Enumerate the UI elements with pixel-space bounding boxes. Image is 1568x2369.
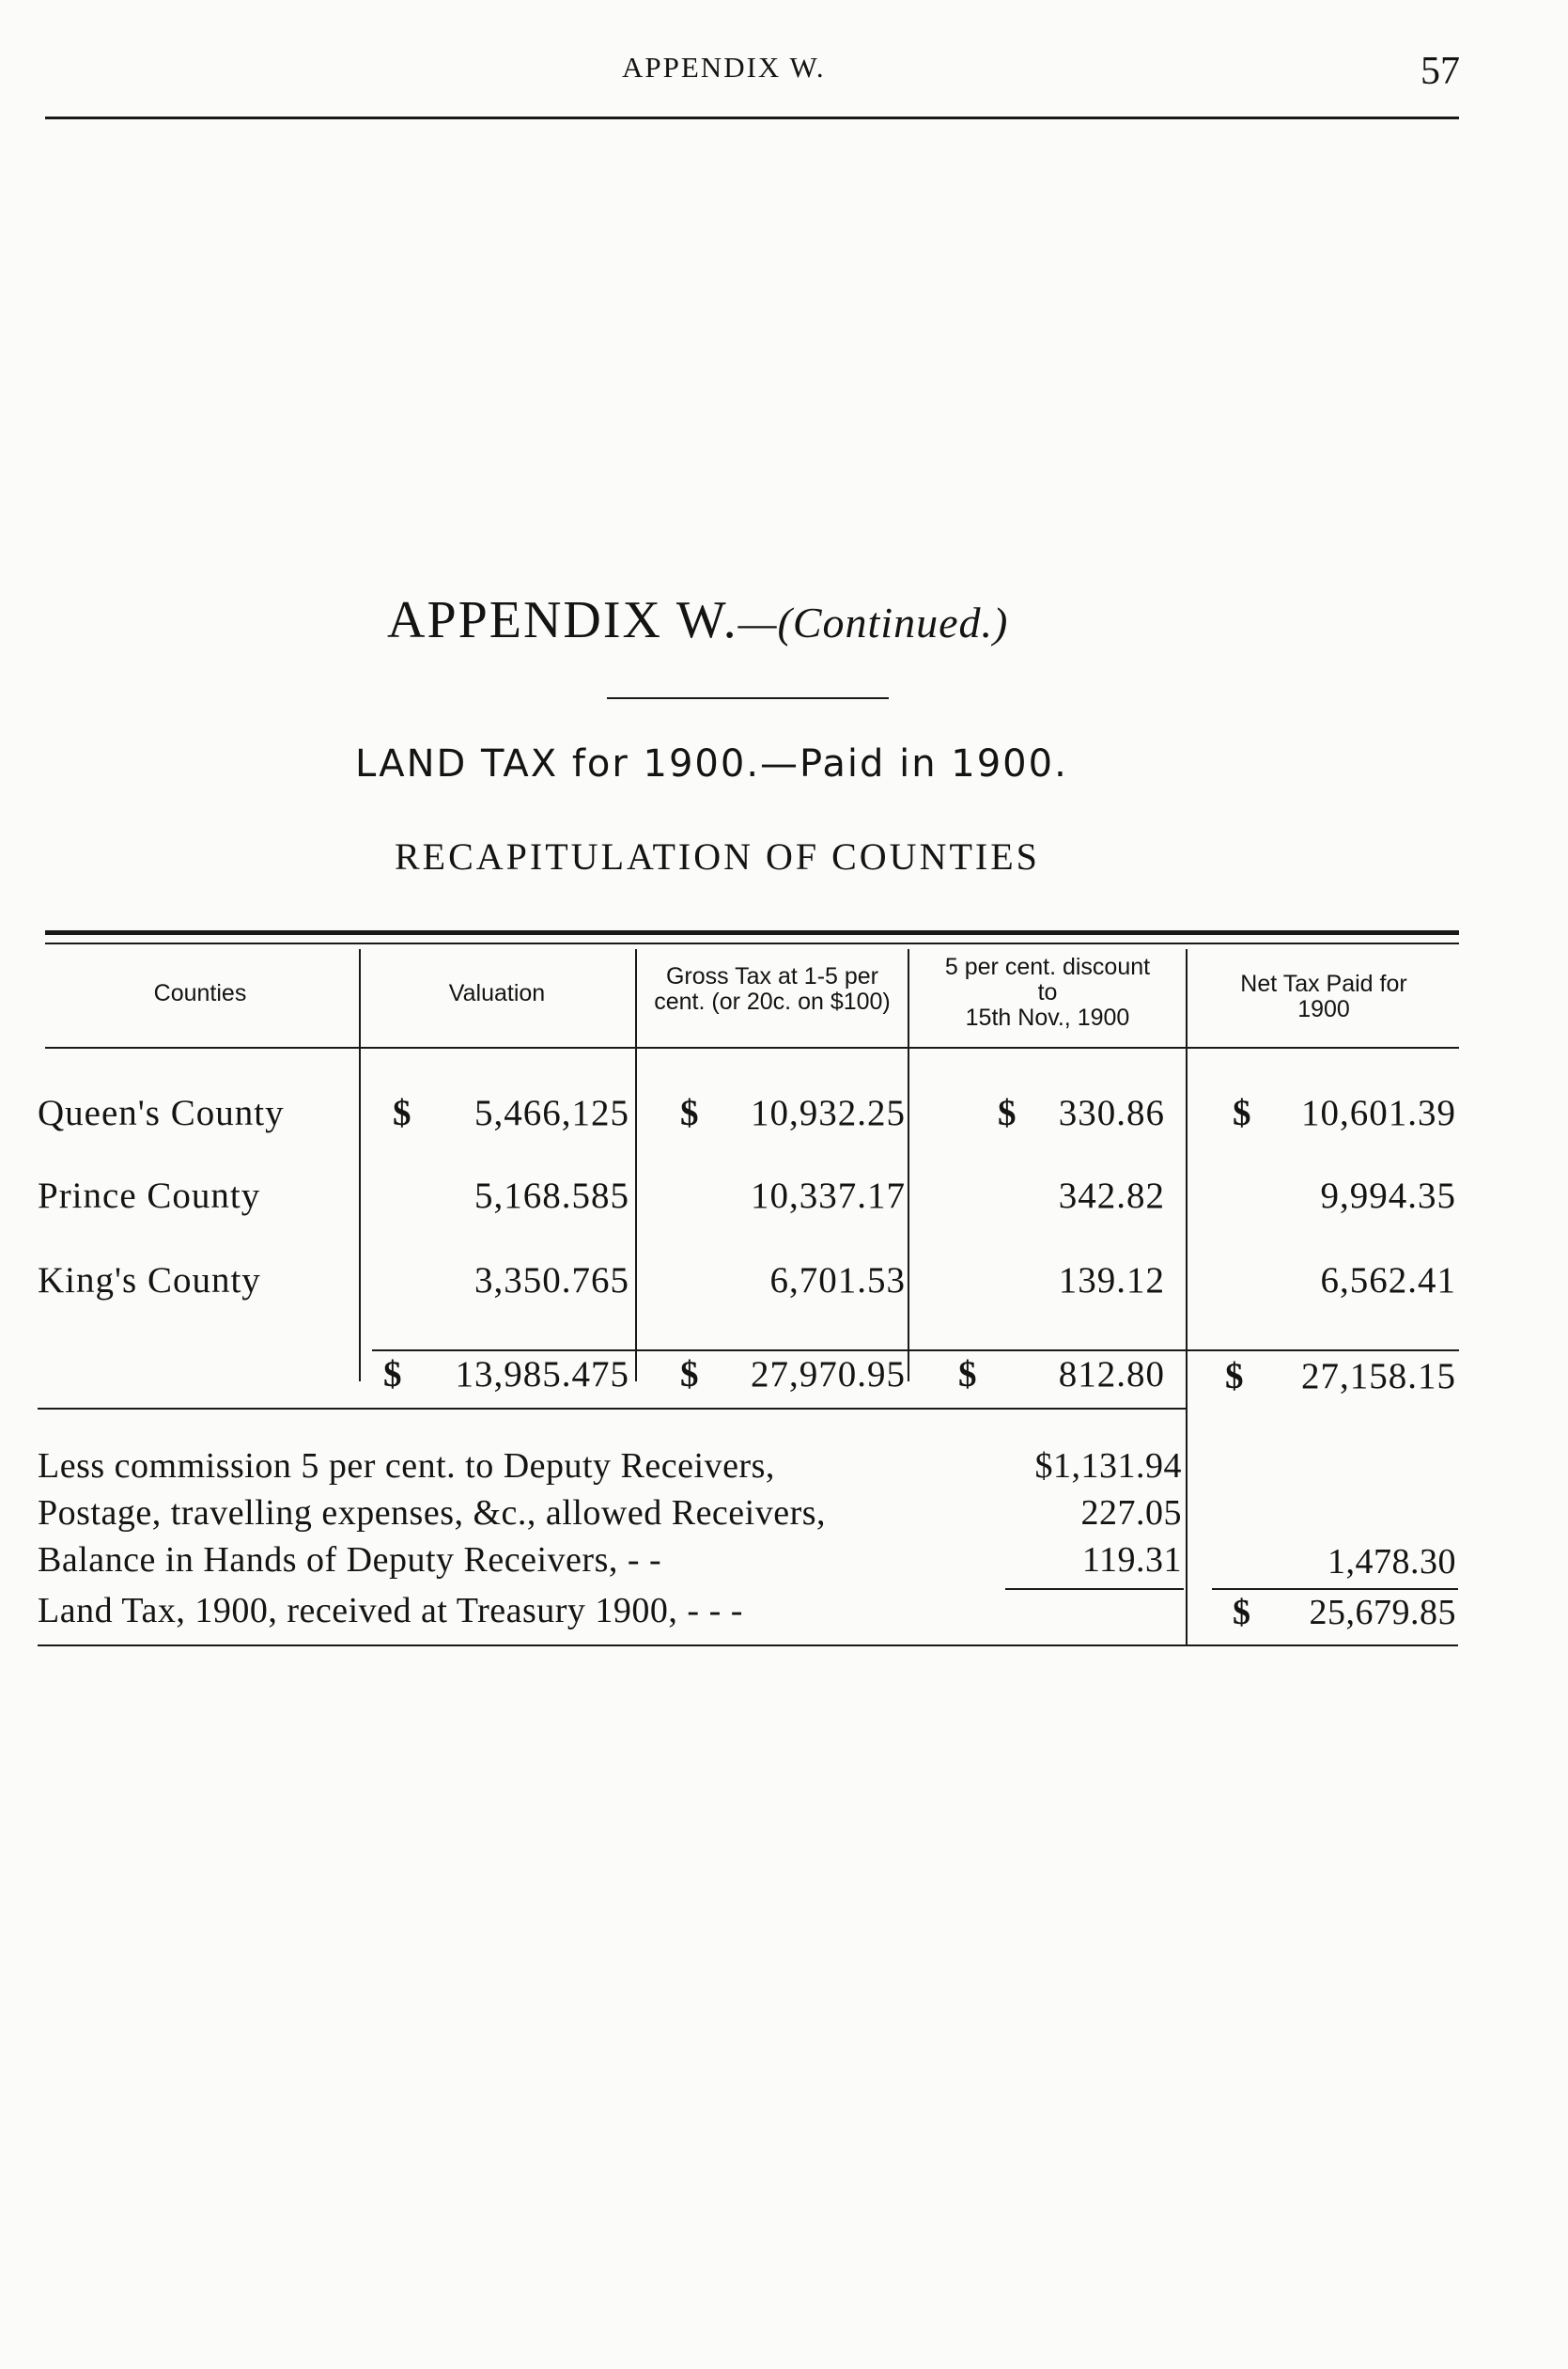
header-net-tax-line2: 1900	[1297, 996, 1350, 1022]
header-gross-tax	[637, 964, 908, 1015]
summary-label: Land Tax, 1900, received at Treasury 1900, - - -	[38, 1591, 743, 1630]
gross-tax-total: 27,970.95	[751, 1354, 906, 1395]
appendix-title-main: APPENDIX W.	[387, 591, 738, 649]
county-name: Prince County	[38, 1176, 261, 1216]
discount-value: 139.12	[1058, 1260, 1165, 1301]
appendix-title-continued: —(Continued.)	[737, 599, 1009, 647]
running-head: APPENDIX W.	[622, 51, 826, 84]
net-tax-value: 6,562.41	[1320, 1260, 1456, 1301]
county-name: Queen's County	[38, 1093, 285, 1133]
discount-value: 330.86	[1058, 1093, 1165, 1133]
summary-label: Postage, travelling expenses, &c., allowed Receivers,	[38, 1493, 827, 1533]
dollar-sign: $	[958, 1354, 978, 1395]
column-divider	[1186, 949, 1188, 1644]
summary-net: 1,478.30	[1327, 1542, 1456, 1582]
page-number: 57	[1421, 50, 1460, 93]
final-rule	[38, 1644, 1458, 1646]
dollar-sign: $	[393, 1093, 412, 1133]
header-rule	[45, 117, 1459, 119]
title-rule	[607, 697, 889, 699]
valuation-total: 13,985.475	[455, 1354, 629, 1395]
subtotal-rule	[1005, 1588, 1184, 1590]
recapitulation-heading: RECAPITULATION OF COUNTIES	[395, 835, 1040, 878]
summary-label: Less commission 5 per cent. to Deputy Receivers,	[38, 1446, 775, 1486]
gross-tax-value: 10,337.17	[751, 1176, 906, 1216]
header-discount-line1: 5 per cent. discount	[944, 954, 1151, 980]
header-discount-line2: to	[1037, 979, 1058, 1005]
dollar-sign: $	[680, 1354, 700, 1395]
header-counties: Counties	[153, 980, 247, 1006]
net-tax-total: 27,158.15	[1301, 1356, 1456, 1396]
header-bottom-rule	[45, 1047, 1459, 1049]
summary-amount: 119.31	[1081, 1540, 1182, 1580]
discount-total: 812.80	[1058, 1354, 1165, 1395]
summary-amount: $1,131.94	[1034, 1446, 1182, 1486]
table-top-rule-thin	[45, 943, 1459, 944]
treasury-received-total: 25,679.85	[1309, 1593, 1456, 1632]
totals-top-rule	[372, 1349, 1459, 1351]
valuation-value: 5,466,125	[474, 1093, 629, 1133]
valuation-value: 3,350.765	[474, 1260, 629, 1301]
net-tax-value: 10,601.39	[1301, 1093, 1456, 1133]
discount-value: 342.82	[1058, 1176, 1165, 1216]
dollar-sign: $	[1233, 1093, 1252, 1133]
gross-tax-value: 6,701.53	[769, 1260, 906, 1301]
county-name: King's County	[38, 1260, 261, 1301]
table-bottom-rule	[38, 1408, 1186, 1410]
gross-tax-value: 10,932.25	[751, 1093, 906, 1133]
header-discount-line3: 15th Nov., 1900	[965, 1005, 1130, 1031]
dollar-sign: $	[680, 1093, 700, 1133]
column-divider	[359, 949, 361, 1381]
table-top-rule	[45, 930, 1459, 935]
header-net-tax-line1: Net Tax Paid for	[1240, 971, 1407, 997]
header-discount	[909, 955, 1186, 1031]
appendix-title	[387, 590, 1008, 650]
dollar-sign: $	[1225, 1356, 1245, 1396]
header-net-tax	[1188, 972, 1460, 1022]
net-tax-value: 9,994.35	[1320, 1176, 1456, 1216]
summary-amount: 227.05	[1080, 1493, 1182, 1533]
land-tax-subtitle: LAND TAX for 1900.—Paid in 1900.	[355, 742, 1068, 786]
valuation-value: 5,168.585	[474, 1176, 629, 1216]
header-gross-tax-line2: cent. (or 20c. on $100)	[654, 989, 891, 1015]
net-subtotal-rule	[1212, 1588, 1458, 1590]
dollar-sign: $	[383, 1354, 403, 1395]
header-gross-tax-line1: Gross Tax at 1-5 per	[665, 963, 879, 990]
summary-label: Balance in Hands of Deputy Receivers, - -	[38, 1540, 662, 1580]
header-valuation: Valuation	[448, 980, 546, 1006]
dollar-sign: $	[998, 1093, 1017, 1133]
dollar-sign: $	[1233, 1593, 1251, 1632]
